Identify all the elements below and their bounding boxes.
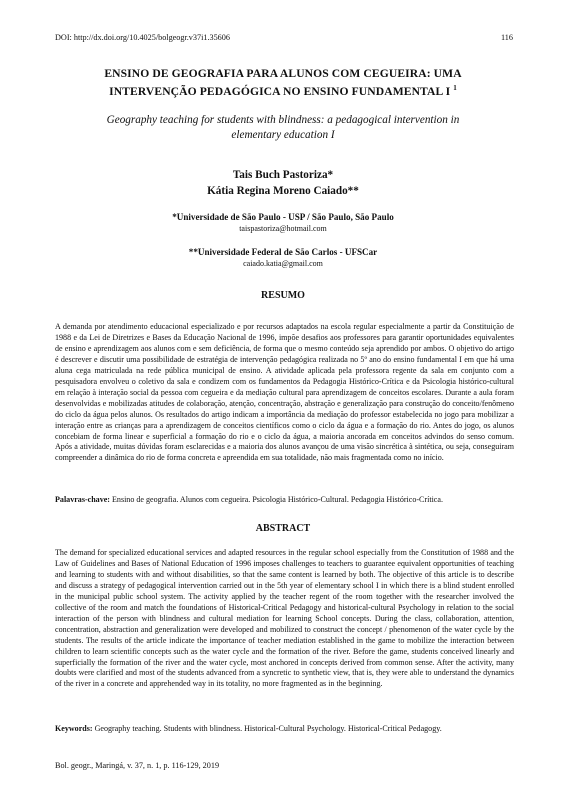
article-title — [60, 66, 506, 99]
author-1: Tais Buch Pastoriza* — [232, 169, 334, 181]
resumo-text: A demanda por atendimento educacional especializado e por recursos adaptados na escola regular especialmente a partir da Constituição de 1988 e da Lei de Diretrizes e Bases da Educação Nacional de 1996, impõe desafios aos professores para garantir oportunidades equivalentes de ensino e aprendizagem aos alunos com e sem deficiência, de forma que o mesmo conteúdo seja aprendido por ambos. O objetivo do artigo é descrever e discutir uma possibilidade de estratégia de intervenção pedagógica realizada no 5º ano do ensino fundamental I em que há uma aluna cega matriculada na rede pública municipal de ensino. A atividade aplicada pela professora regente da sala em conjunto com a pesquisadora envolveu o coletivo da sala e condizem com os fundamentos da Pedagogia Histórico-Crítica e da Psicologia histórico-cultural em relação à interação social da pessoa com cegueira e da mediação cultural para aprendizagem de conceitos escolares. Durante a aula foram desenvolvidas e mobilizadas atitudes de colaboração, atenção, concentração, abstração e generalização para construção do conceito/fenômeno do ciclo da água pelos alunos. Os resultados do artigo indicam a importância da mediação do professor estabelecida no jogo para mobilizar a interação entre as crianças para a aprendizagem de conceitos científicos como o ciclo da água e a formação do rio. Antes do jogo, os alunos concebiam de forma linear e superficial a formação do rio e o ciclo da água, a maioria ancorada em conceitos advindos do senso comum. Após a atividade, muitas dúvidas foram esclarecidas e a maioria dos alunos avançou de uma visão sincrética à sintética, ou seja, conseguiram compreender a dinâmica do rio de forma concreta e apreendida em sua totalidade, não mais fragmentada como no início. — [55, 322, 514, 463]
title-line-2 — [60, 81, 506, 99]
affiliation-2-name: **Universidade Federal de São Carlos - UFSCar — [188, 247, 378, 257]
resumo-keywords-text: Ensino de geografia. Alunos com cegueira. Psicologia Histórico-Cultural. Pedagogia Histórico-Crítica. — [112, 495, 443, 504]
title-footnote-mark[interactable]: 1 — [453, 84, 457, 92]
resumo-heading: RESUMO — [261, 290, 305, 301]
title-line-2-text: INTERVENÇÃO PEDAGÓGICA NO ENSINO FUNDAMENTAL I — [109, 84, 451, 98]
resumo-keywords-label: Palavras-chave: — [55, 495, 110, 504]
abstract-keywords-text: Geography teaching. Students with blindness. Historical-Cultural Psychology. Historical-Critical Pedagogy. — [94, 724, 442, 733]
affiliation-1-name: *Universidade de São Paulo - USP / São Paulo, São Paulo — [172, 212, 394, 222]
resumo-keywords — [55, 494, 514, 505]
affiliation-1 — [40, 211, 526, 235]
author-list — [40, 167, 526, 199]
doi-link[interactable]: DOI: http://dx.doi.org/10.4025/bolgeogr.v37i1.35606 — [55, 33, 230, 42]
subtitle-line-2: elementary education I — [231, 129, 335, 141]
affiliation-2 — [40, 246, 526, 270]
page-number: 116 — [501, 33, 513, 42]
article-subtitle — [60, 113, 506, 143]
title-line-1: ENSINO DE GEOGRAFIA PARA ALUNOS COM CEGUEIRA: UMA — [104, 67, 462, 80]
abstract-heading: ABSTRACT — [255, 523, 311, 534]
author-2: Kátia Regina Moreno Caiado** — [207, 185, 359, 197]
affiliation-1-email[interactable]: taispastoriza@hotmail.com — [239, 224, 327, 233]
abstract-keywords-label: Keywords: — [55, 724, 93, 733]
affiliation-2-email[interactable]: caiado.katia@gmail.com — [243, 259, 323, 268]
page-footer-citation: Bol. geogr., Maringá, v. 37, n. 1, p. 116-129, 2019 — [55, 761, 220, 770]
abstract-keywords — [55, 723, 514, 734]
page-header — [55, 33, 513, 42]
abstract-text: The demand for specialized educational services and adapted resources in the regular school especially from the Constitution of 1988 and the Law of Guidelines and Bases of National Education of 1996 imposes challenges to teachers to guarantee equivalent opportunities of teaching and learning to students with and without disabilities, so that the same content is learned by both. The objective of this article is to describe and discuss a strategy of pedagogical intervention carried out in the 5th year of elementary school I in which there is a blind student enrolled in the municipal public school system. The activity applied by the teacher regent of the room together with the researcher involved the collective of the room and match the foundations of Historical-Critical Pedagogy and historical-cultural Psychology in relation to the social interaction of the person with blindness and cultural mediation for learning School concepts. During the class, collaboration, attention, concentration, abstraction and generalization were developed and mobilized to construct the concept / phenomenon of the water cycle by the students. The results of the article indicate the importance of teacher mediation established in the game to mobilize the interaction between children to learn scientific concepts such as the water cycle and the formation of the river. Before the game, students conceived linearly and superficially the formation of the river and the water cycle, most anchored in concepts derived from common sense. After the activity, many doubts were clarified and most of the students advanced from a syncretic to synthetic view, that is, they were able to understand the dynamics of the river in a concrete and apprehended way in its totality, no more fragmented as in the beginning. — [55, 548, 514, 689]
subtitle-line-1: Geography teaching for students with blindness: a pedagogical intervention in — [106, 114, 460, 126]
